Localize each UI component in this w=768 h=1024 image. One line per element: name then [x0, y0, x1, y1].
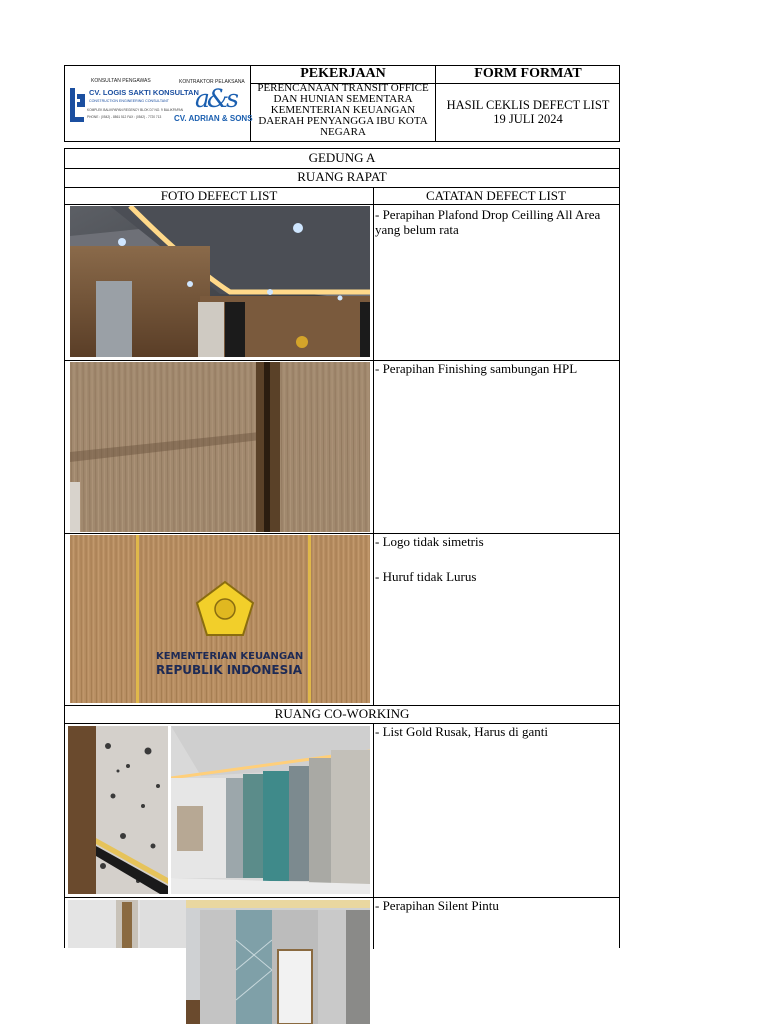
- header-table: [64, 65, 620, 142]
- defect-photo-logo: [70, 535, 370, 703]
- logo-text-line2: REPUBLIK INDONESIA: [156, 663, 303, 677]
- defect-photo-hpl: [70, 362, 370, 532]
- room-title-rapat: RUANG RAPAT: [65, 168, 619, 188]
- form-line1: HASIL CEKLIS DEFECT LIST: [446, 98, 610, 112]
- lsk-logo-icon: [70, 88, 85, 122]
- defect-photo-door: [186, 900, 370, 1024]
- consultant-phone: PHONE : (0542) - 8861 512 FAX : (0542) - 7720 713: [87, 115, 162, 119]
- defect-note-5: - Perapihan Silent Pintu: [375, 898, 499, 913]
- defect-photo-door-left: [68, 900, 186, 948]
- defect-note-4: - List Gold Rusak, Harus di ganti: [375, 724, 548, 739]
- contractor-name: CV. ADRIAN & SONS: [174, 114, 253, 123]
- defect-photo-coworking: [171, 726, 370, 894]
- consultant-services: CONSTRUCTION ENGINEERING CONSULTANT: [89, 99, 169, 103]
- contractor-label: KONTRAKTOR PELAKSANA: [179, 79, 245, 85]
- column-header-photo: FOTO DEFECT LIST: [160, 188, 278, 203]
- defect-note-3b: - Huruf tidak Lurus: [375, 569, 477, 584]
- consultant-label: KONSULTAN PENGAWAS: [91, 78, 151, 84]
- defect-note-2: - Perapihan Finishing sambungan HPL: [375, 361, 578, 376]
- defect-note-1: - Perapihan Plafond Drop Ceilling All Area yang belum rata: [375, 207, 601, 237]
- form-title: FORM FORMAT: [474, 66, 582, 81]
- form-date: 19 JULI 2024: [493, 112, 563, 126]
- defect-photo-gold-list: [68, 726, 168, 894]
- building-title: GEDUNG A: [65, 149, 619, 169]
- defect-note-3a: - Logo tidak simetris: [375, 534, 484, 549]
- pekerjaan-title: PEKERJAAN: [300, 66, 386, 81]
- defect-photo-ceiling: [70, 206, 370, 357]
- column-header-notes: CATATAN DEFECT LIST: [426, 188, 566, 203]
- logo-text-line1: KEMENTERIAN KEUANGAN: [156, 651, 304, 662]
- contractor-mark: a&s: [195, 84, 236, 113]
- pekerjaan-text: PERENCANAAN TRANSIT OFFICE DAN HUNIAN SEMENTARA KEMENTERIAN KEUANGAN DAERAH PENYANGGA IBU KOTA NEGARA: [257, 82, 429, 138]
- room-title-coworking: RUANG CO-WORKING: [274, 706, 410, 721]
- consultant-address: KOMPLEK BALIKPAPAN REGENCY BLOK D7 NO. 9 BALIKPAPAN: [87, 108, 184, 112]
- consultant-name: CV. LOGIS SAKTI KONSULTAN: [89, 88, 199, 97]
